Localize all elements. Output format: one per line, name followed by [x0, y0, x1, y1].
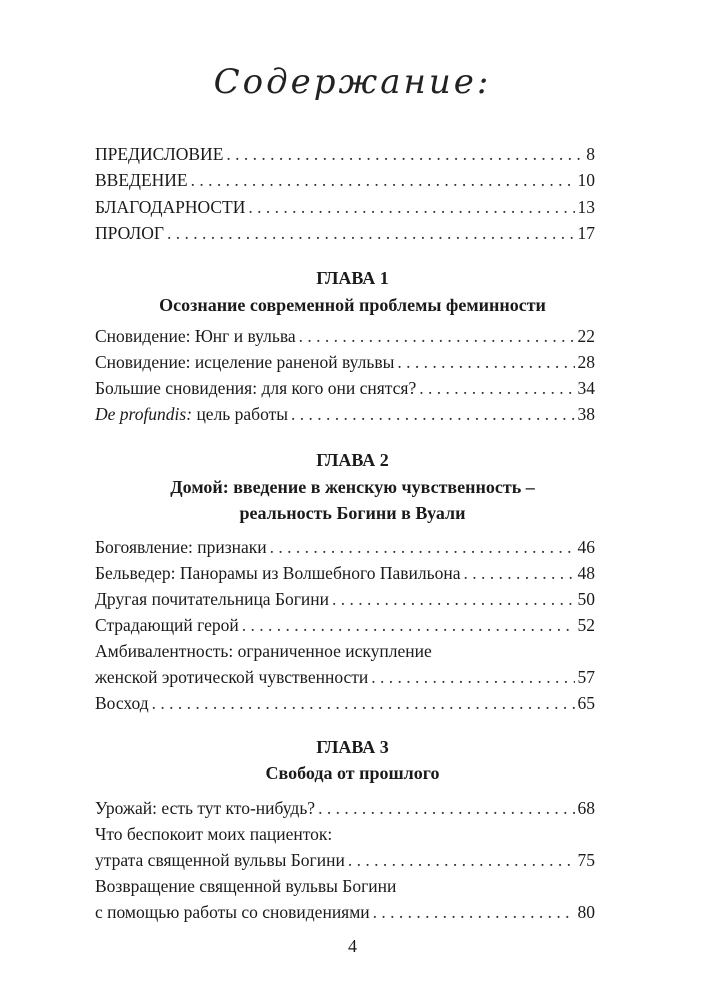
- chapter-title: Домой: введение в женскую чувственность –: [170, 477, 535, 497]
- dot-leader: [299, 323, 575, 349]
- toc-entry-label: БЛАГОДАРНОСТИ: [95, 197, 246, 217]
- chapter-title: реальность Богини в Вуали: [239, 503, 466, 523]
- toc-entry-label: Другая почитательница Богини: [95, 589, 330, 609]
- dot-leader: [397, 349, 574, 375]
- toc-entry-page: 52: [577, 615, 595, 635]
- chapter-title: Свобода от прошлого: [265, 763, 440, 783]
- toc-entry-label-line1: Амбивалентность: ограниченное искупление: [95, 641, 432, 661]
- toc-entry-page: 65: [577, 693, 595, 713]
- toc-entry: [95, 847, 595, 873]
- toc-entry-label: Богоявление: признаки: [95, 537, 267, 557]
- toc-entry: [95, 664, 595, 690]
- chapter-number: ГЛАВА 2: [316, 450, 389, 470]
- dot-leader: [291, 401, 574, 427]
- toc-entry: [95, 194, 595, 220]
- dot-leader: [242, 612, 575, 638]
- toc-entry-label: ВВЕДЕНИЕ: [95, 170, 188, 190]
- toc-entry: [95, 534, 595, 560]
- toc-entry-label: с помощью работы со сновидениями: [95, 902, 370, 922]
- toc-entry-label: Бельведер: Панорамы из Волшебного Павильона: [95, 563, 461, 583]
- toc-entry: [95, 690, 595, 716]
- toc-entry-page: 10: [577, 170, 595, 190]
- dot-leader: [332, 586, 574, 612]
- chapter-title: Осознание современной проблемы феминности: [159, 295, 546, 315]
- toc-entry-label: Восход: [95, 693, 149, 713]
- toc-entry: [95, 560, 595, 586]
- toc-entry-page: 28: [577, 352, 595, 372]
- toc-entry-label-italic: De profundis:: [95, 404, 193, 424]
- toc-entry-label: женской эротической чувственности: [95, 667, 369, 687]
- toc-entry-page: 68: [577, 798, 595, 818]
- dot-leader: [152, 690, 575, 716]
- toc-entry: [95, 220, 595, 246]
- toc-entry-page: 38: [577, 404, 595, 424]
- toc-entry: [95, 586, 595, 612]
- toc-entry-label: Сновидение: исцеление раненой вульвы: [95, 352, 395, 372]
- toc-entry: [95, 795, 595, 821]
- toc-entry-label: ПРОЛОГ: [95, 223, 164, 243]
- toc-entry-label: цель работы: [192, 404, 289, 424]
- toc-entry: [95, 401, 595, 427]
- toc-entry: [95, 167, 595, 193]
- page-number: 4: [348, 936, 357, 956]
- toc-entry: [95, 349, 595, 375]
- dot-leader: [419, 375, 574, 401]
- toc-entry-page: 57: [577, 667, 595, 687]
- dot-leader: [226, 141, 583, 167]
- toc-entry-label: Урожай: есть тут кто-нибудь?: [95, 798, 316, 818]
- dot-leader: [348, 847, 575, 873]
- toc-entry-page: 75: [577, 850, 595, 870]
- toc-entry-page: 50: [577, 589, 595, 609]
- toc-entry-page: 34: [577, 378, 595, 398]
- toc-entry: [95, 899, 595, 925]
- dot-leader: [248, 194, 574, 220]
- chapter-number: ГЛАВА 1: [316, 268, 389, 288]
- toc-entry-page: 22: [577, 326, 595, 346]
- toc-entry-page: 80: [577, 902, 595, 922]
- toc-entry-label: Большие сновидения: для кого они снятся?: [95, 378, 417, 398]
- page-title: Содержание:: [213, 62, 492, 102]
- dot-leader: [371, 664, 574, 690]
- toc-entry-page: 17: [577, 223, 595, 243]
- dot-leader: [270, 534, 575, 560]
- toc-entry: [95, 375, 595, 401]
- toc-entry-page: 13: [577, 197, 595, 217]
- toc-entry-label: Страдающий герой: [95, 615, 239, 635]
- dot-leader: [318, 795, 574, 821]
- dot-leader: [167, 220, 575, 246]
- toc-entry-page: 46: [577, 537, 595, 557]
- toc-entry-label-line1: Что беспокоит моих пациенток:: [95, 824, 333, 844]
- toc-entry: [95, 612, 595, 638]
- toc-entry-label-line1: Возвращение священной вульвы Богини: [95, 876, 397, 896]
- dot-leader: [373, 899, 575, 925]
- toc-entry: [95, 141, 595, 167]
- toc-entry-label: Сновидение: Юнг и вульва: [95, 326, 296, 346]
- toc-entry: [95, 323, 595, 349]
- toc-entry-label: утрата священной вульвы Богини: [95, 850, 345, 870]
- dot-leader: [191, 167, 575, 193]
- dot-leader: [463, 560, 574, 586]
- toc-entry-page: 8: [586, 144, 595, 164]
- toc-entry-page: 48: [577, 563, 595, 583]
- toc-entry-label: ПРЕДИСЛОВИЕ: [95, 144, 224, 164]
- chapter-number: ГЛАВА 3: [316, 737, 389, 757]
